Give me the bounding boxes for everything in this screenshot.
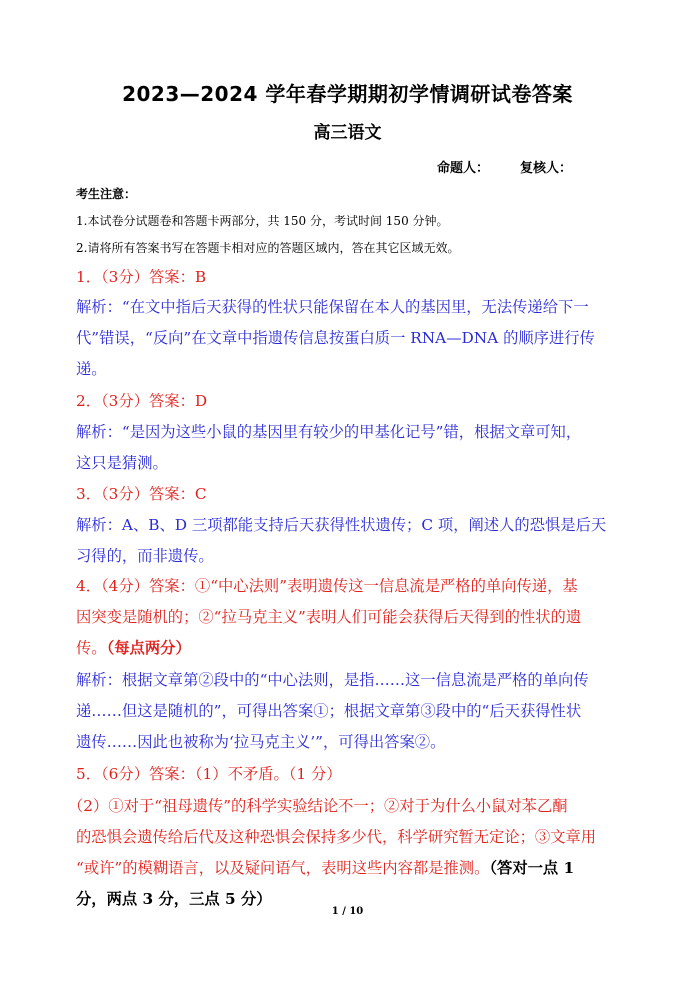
document-title: 2023—2024 学年春学期期初学情调研试卷答案 (122, 82, 573, 106)
q5-answer-end: “或许”的模糊语言，以及疑问语气，表明这些内容都是推测。 (76, 859, 490, 877)
q1-analysis-line: 递。 (76, 360, 107, 378)
q4-answer-line (76, 636, 621, 658)
q3-answer: 3．（3分）答案：C (76, 485, 207, 503)
reviewer-label: 复核人： (520, 161, 573, 176)
q2-answer: 2．（3分）答案：D (76, 392, 208, 410)
q3-analysis-line: 习得的，而非遗传。 (76, 547, 214, 565)
notice-heading: 考生注意： (76, 187, 137, 201)
q1-analysis-line: 代”错误，“反向”在文章中指遗传信息按蛋白质一 RNA—DNA 的顺序进行传 (76, 329, 595, 347)
q3-analysis-line: 解析：A、B、D 三项都能支持后天获得性状遗传；C 项，阐述人的恐惧是后天 (76, 516, 607, 534)
notice-item: 1.本试卷分试题卷和答题卡两部分，共 150 分，考试时间 150 分钟。 (76, 214, 449, 228)
q5-answer: 5．（6分）答案：（1）不矛盾。（1 分） (76, 765, 342, 783)
q5-answer-line: （2）①对于“祖母遗传”的科学实验结论不一；②对于为什么小鼠对苯乙酮 (68, 797, 568, 815)
q5-answer-line: 的恐惧会遗传给后代及这种恐惧会保持多少代，科学研究暂无定论；③文章用 (76, 828, 597, 846)
q1-analysis-line: 解析：“在文中指后天获得的性状只能保留在本人的基因里，无法传递给下一 (76, 298, 589, 316)
q2-analysis-line: 解析：“是因为这些小鼠的基因里有较少的甲基化记号”错，根据文章可知， (76, 423, 582, 441)
q5-score-note: （答对一点 1 (489, 859, 575, 877)
q4-score-note: （每点两分） (106, 639, 191, 657)
notice-item: 2.请将所有答案书写在答题卡相对应的答题区域内，答在其它区域无效。 (76, 241, 460, 255)
q5-answer-line (76, 856, 621, 878)
q4-answer-end: 传。 (76, 639, 107, 657)
setter-label: 命题人： (437, 161, 490, 176)
q4-analysis-line: 遗传……因此也被称为‘拉马克主义’”，可得出答案②。 (76, 733, 446, 751)
subject-subtitle: 高三语文 (313, 123, 382, 143)
q4-answer-line: 4．（4分）答案：①“中心法则”表明遗传这一信息流是严格的单向传递，基 (76, 577, 578, 595)
q4-analysis-line: 解析：根据文章第②段中的“中心法则，是指……这一信息流是严格的单向传 (76, 671, 589, 689)
q4-analysis-line: 递……但这是随机的”，可得出答案①；根据文章第③段中的“后天获得性状 (76, 702, 582, 720)
q5-score-note-line: 分，两点 3 分，三点 5 分） (76, 890, 272, 908)
q2-analysis-line: 这只是猜测。 (76, 454, 168, 472)
q1-answer: 1．（3分）答案：B (76, 268, 207, 286)
page-number: 1 / 10 (331, 906, 364, 917)
q4-answer-line: 因突变是随机的；②“拉马克主义”表明人们可能会获得后天得到的性状的遗 (76, 608, 582, 626)
